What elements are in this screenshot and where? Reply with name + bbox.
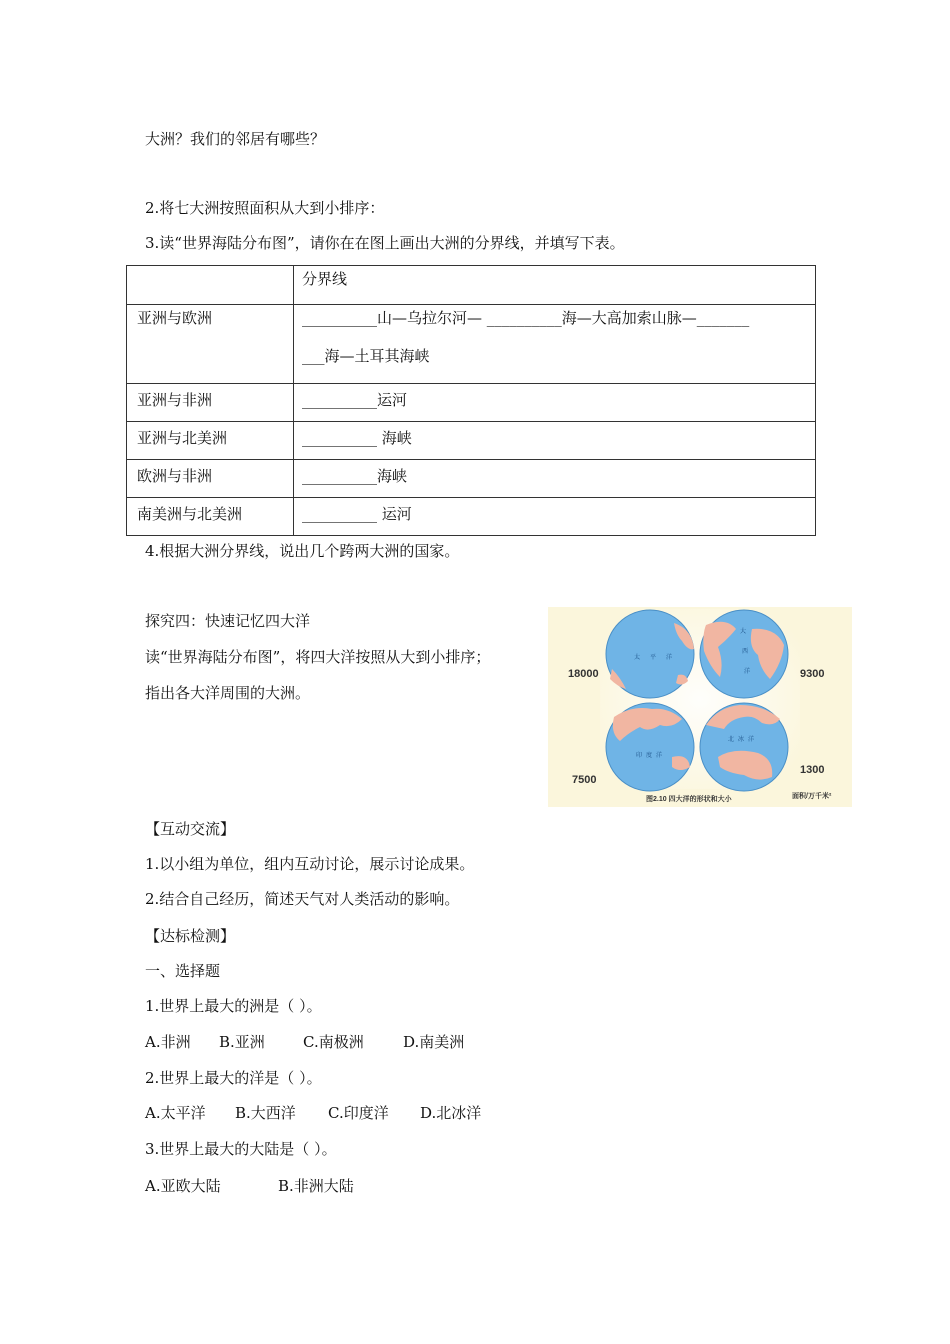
table-row <box>127 498 816 536</box>
figure-unit: 面积/万千米² <box>792 793 832 800</box>
boundary-blank[interactable]: __________运河 <box>302 391 408 409</box>
option-b[interactable]: B.非洲大陆 <box>278 1177 354 1195</box>
pacific-area: 18000 <box>568 668 599 680</box>
table-row <box>127 384 816 422</box>
svg-text:洋: 洋 <box>744 668 751 675</box>
test-question-3: 3.世界上最大的大陆是（ ）。 <box>145 1140 337 1158</box>
row-pair: 亚洲与欧洲 <box>137 309 213 327</box>
indian-area: 7500 <box>572 774 597 786</box>
test-question-1: 1.世界上最大的洲是（ ）。 <box>145 997 322 1015</box>
svg-text:度: 度 <box>646 752 653 759</box>
svg-text:洋: 洋 <box>748 736 755 743</box>
table-row <box>127 305 816 384</box>
svg-text:北: 北 <box>728 736 735 743</box>
boundary-blank[interactable]: __________ 运河 <box>302 505 412 523</box>
svg-text:太: 太 <box>634 654 641 661</box>
option-a[interactable]: A.非洲 <box>145 1033 191 1051</box>
svg-text:印: 印 <box>636 752 643 759</box>
question-4: 4.根据大洲分界线，说出几个跨两大洲的国家。 <box>145 542 460 560</box>
option-b[interactable]: B.亚洲 <box>219 1033 265 1051</box>
oceans-figure <box>548 607 852 807</box>
svg-text:平: 平 <box>650 654 657 661</box>
boundary-blank[interactable]: ___海—土耳其海峡 <box>302 347 430 365</box>
explore-title: 探究四：快速记忆四大洋 <box>145 612 311 630</box>
test-question-2: 2.世界上最大的洋是（ ）。 <box>145 1069 322 1087</box>
interact-item-2: 2.结合自己经历，简述天气对人类活动的影响。 <box>145 890 460 908</box>
intro-text: 大洲？我们的邻居有哪些？ <box>145 130 326 148</box>
question-3: 3.读“世界海陆分布图”，请你在在图上画出大洲的分界线，并填写下表。 <box>145 234 625 252</box>
pacific-globe <box>606 610 694 698</box>
test-heading: 【达标检测】 <box>145 927 236 945</box>
row-pair: 亚洲与非洲 <box>137 391 213 409</box>
explore-text-2: 指出各大洋周围的大洲。 <box>145 684 311 702</box>
arctic-globe <box>700 703 788 791</box>
option-a[interactable]: A.太平洋 <box>145 1104 206 1122</box>
option-d[interactable]: D.南美洲 <box>403 1033 465 1051</box>
svg-text:西: 西 <box>742 648 749 655</box>
option-c[interactable]: C.南极洲 <box>303 1033 364 1051</box>
atlantic-globe <box>700 610 788 698</box>
indian-globe <box>606 703 694 791</box>
table-header-row <box>127 266 816 305</box>
arctic-area: 1300 <box>800 764 825 776</box>
row-pair: 亚洲与北美洲 <box>137 429 228 447</box>
interact-item-1: 1.以小组为单位，组内互动讨论，展示讨论成果。 <box>145 855 475 873</box>
svg-text:洋: 洋 <box>656 752 663 759</box>
svg-text:大: 大 <box>740 628 747 635</box>
figure-caption: 图2.10 四大洋的形状和大小 <box>646 796 732 803</box>
svg-text:洋: 洋 <box>666 654 673 661</box>
option-d[interactable]: D.北冰洋 <box>420 1104 482 1122</box>
svg-text:冰: 冰 <box>738 736 745 743</box>
option-c[interactable]: C.印度洋 <box>328 1104 389 1122</box>
table-row <box>127 422 816 460</box>
explore-text-1: 读“世界海陆分布图”，将四大洋按照从大到小排序； <box>145 648 491 666</box>
boundary-table <box>126 265 816 536</box>
table-header-blank <box>127 266 294 305</box>
interact-heading: 【互动交流】 <box>145 820 236 838</box>
row-pair: 南美洲与北美洲 <box>137 505 243 523</box>
test-section: 一、选择题 <box>145 962 221 980</box>
option-a[interactable]: A.亚欧大陆 <box>145 1177 221 1195</box>
atlantic-area: 9300 <box>800 668 825 680</box>
option-b[interactable]: B.大西洋 <box>235 1104 296 1122</box>
table-header-boundary: 分界线 <box>294 266 816 305</box>
question-2: 2.将七大洲按照面积从大到小排序： <box>145 199 385 217</box>
table-row <box>127 460 816 498</box>
row-pair: 欧洲与非洲 <box>137 467 213 485</box>
boundary-blank[interactable]: __________海峡 <box>302 467 408 485</box>
boundary-blank[interactable]: __________ 海峡 <box>302 429 412 447</box>
boundary-blank[interactable]: __________山—乌拉尔河— __________海—大高加索山脉—_______ <box>302 309 750 327</box>
